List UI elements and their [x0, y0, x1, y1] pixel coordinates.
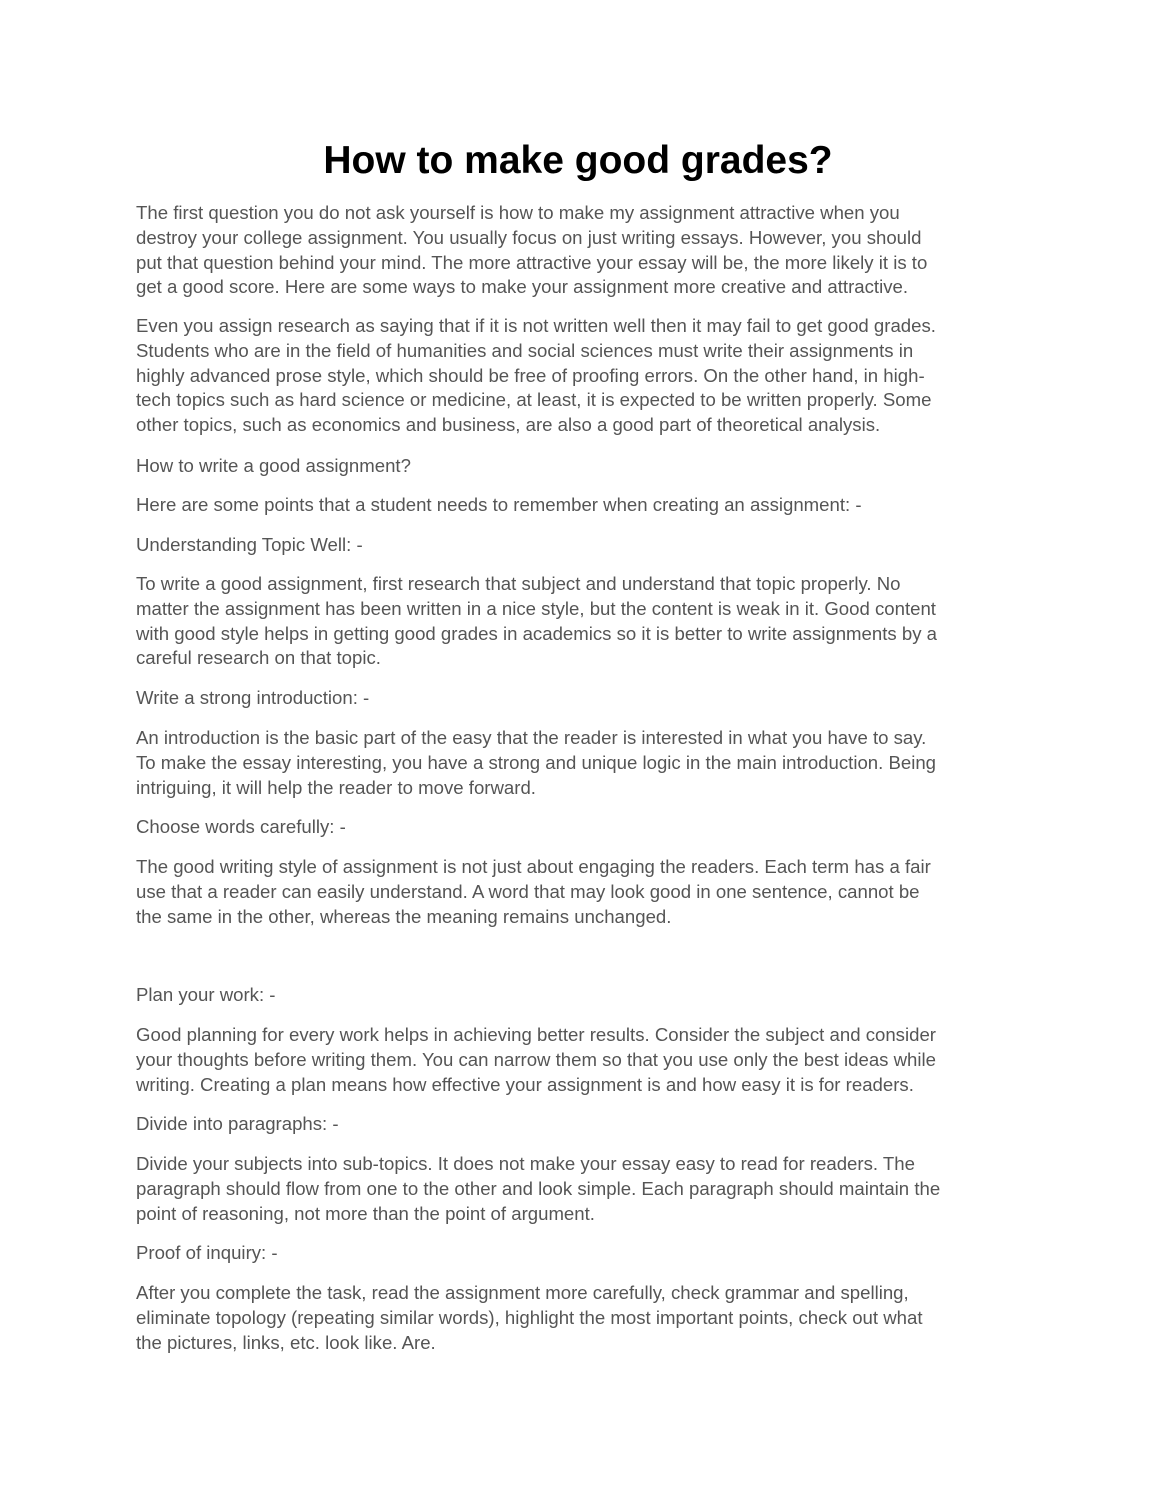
choose-words-paragraph: [136, 855, 1026, 929]
text-line: Here are some points that a student needs to remember when creating an assignment: -: [136, 494, 862, 515]
text-line: eliminate topology (repeating similar words), highlight the most important points, check out what: [136, 1306, 923, 1328]
text-line: Even you assign research as saying that if it is not written well then it may fail to get good grades.: [136, 315, 936, 336]
section-heading-proof-inquiry: [136, 1241, 1026, 1266]
text-line: the same in the other, whereas the meaning remains unchanged.: [136, 905, 672, 927]
text-line: other topics, such as economics and business, are also a good part of theoretical analysis.: [136, 414, 881, 436]
text-line: Write a strong introduction: -: [136, 687, 370, 708]
text-line: point of reasoning, not more than the point of argument.: [136, 1202, 595, 1224]
text-line: tech topics such as hard science or medicine, at least, it is expected to be written properly. Some: [136, 389, 932, 411]
plan-work-paragraph: [136, 1023, 1026, 1097]
page-title: How to make good grades?: [323, 139, 833, 182]
text-line: get a good score. Here are some ways to make your assignment more creative and attractive.: [136, 276, 909, 298]
text-line: Understanding Topic Well: -: [136, 534, 363, 555]
points-intro-paragraph: [136, 493, 1026, 518]
text-line: paragraph should flow from one to the other and look simple. Each paragraph should maintain the: [136, 1177, 941, 1199]
proof-inquiry-paragraph: [136, 1281, 1026, 1355]
text-line: To make the essay interesting, you have a strong and unique logic in the main introduction. Being: [136, 751, 937, 773]
text-line: How to write a good assignment?: [136, 455, 411, 476]
text-line: The good writing style of assignment is not just about engaging the readers. Each term has a fair: [136, 856, 931, 877]
text-line: Divide your subjects into sub-topics. It does not make your essay easy to read for readers. The: [136, 1153, 915, 1174]
section-heading-introduction: [136, 686, 1026, 711]
text-line: Good planning for every work helps in achieving better results. Consider the subject and consider: [136, 1024, 936, 1045]
text-line: intriguing, it will help the reader to move forward.: [136, 776, 536, 798]
research-paragraph: [136, 314, 1026, 438]
divide-paragraphs-paragraph: [136, 1152, 1026, 1226]
text-line: Plan your work: -: [136, 984, 276, 1005]
text-line: Proof of inquiry: -: [136, 1242, 278, 1263]
section-heading-plan-work: [136, 983, 1026, 1008]
introduction-paragraph: [136, 726, 1026, 800]
text-line: writing. Creating a plan means how effective your assignment is and how easy it is for readers.: [136, 1073, 914, 1095]
text-line: matter the assignment has been written in a nice style, but the content is weak in it. Good content: [136, 597, 936, 619]
text-line: put that question behind your mind. The more attractive your essay will be, the more likely it is to: [136, 251, 928, 273]
section-heading-how-to-write: [136, 454, 1026, 479]
text-line: After you complete the task, read the assignment more carefully, check grammar and spelling,: [136, 1282, 909, 1303]
text-line: careful research on that topic.: [136, 647, 381, 669]
understanding-topic-paragraph: [136, 572, 1026, 671]
text-line: the pictures, links, etc. look like. Are.: [136, 1331, 436, 1353]
section-heading-divide-paragraphs: [136, 1112, 1026, 1137]
section-heading-choose-words: [136, 815, 1026, 840]
section-heading-understanding-topic: [136, 533, 1026, 558]
text-line: Divide into paragraphs: -: [136, 1113, 339, 1134]
text-line: Choose words carefully: -: [136, 816, 346, 837]
text-line: use that a reader can easily understand. A word that may look good in one sentence, cannot be: [136, 880, 920, 902]
text-line: Students who are in the field of humanities and social sciences must write their assignments in: [136, 339, 914, 361]
text-line: highly advanced prose style, which should be free of proofing errors. On the other hand, in high-: [136, 364, 925, 386]
text-line: destroy your college assignment. You usually focus on just writing essays. However, you should: [136, 226, 922, 248]
intro-paragraph: [136, 201, 1026, 300]
text-line: An introduction is the basic part of the easy that the reader is interested in what you have to say.: [136, 727, 927, 748]
text-line: The first question you do not ask yourself is how to make my assignment attractive when you: [136, 202, 900, 223]
text-line: To write a good assignment, first research that subject and understand that topic properly. No: [136, 573, 901, 594]
text-line: with good style helps in getting good grades in academics so it is better to write assignments by a: [136, 622, 937, 644]
text-line: your thoughts before writing them. You can narrow them so that you use only the best ideas while: [136, 1048, 937, 1070]
